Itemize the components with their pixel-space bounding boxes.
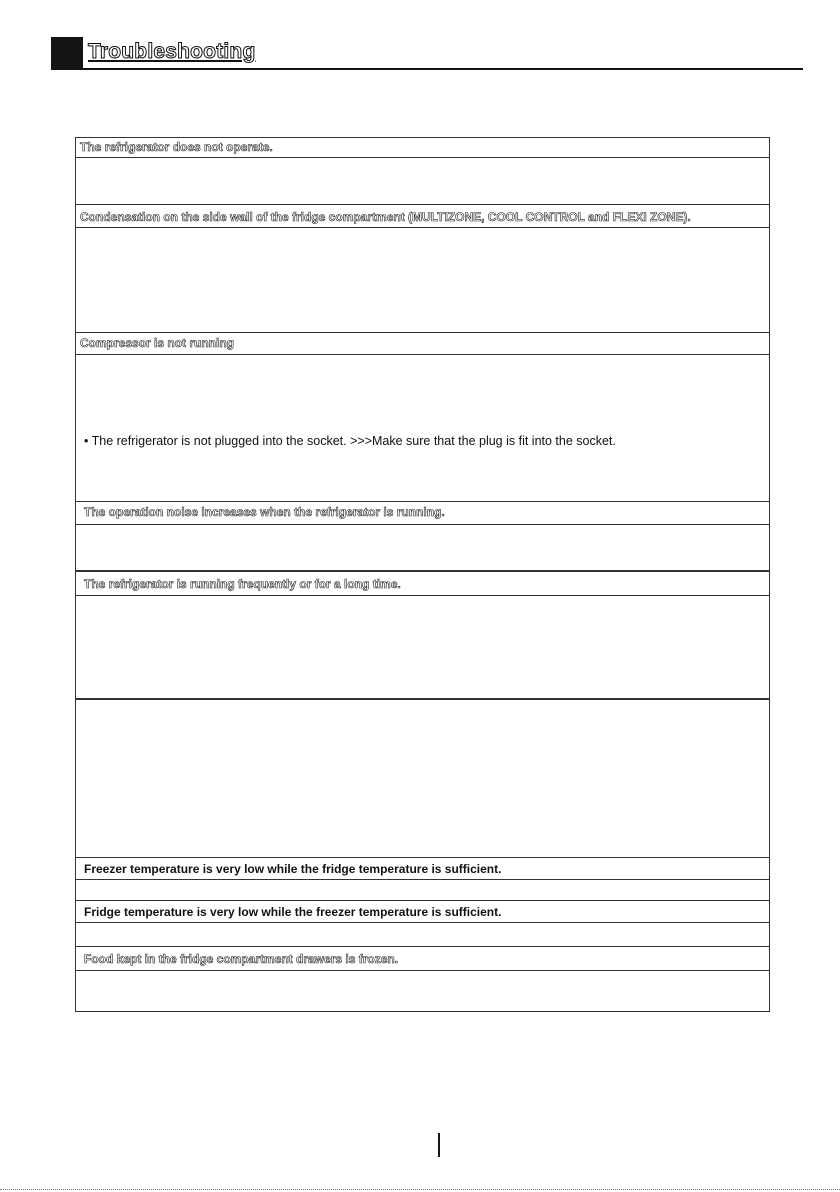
- page-title: Troubleshooting: [88, 40, 256, 63]
- section-body-freezer-low: [76, 880, 769, 901]
- troubleshooting-table-running: [75, 571, 770, 699]
- header-square: [51, 37, 83, 69]
- compressor-plug-bullet: • The refrigerator is not plugged into the socket. >>>Make sure that the plug is fit into the socket.: [84, 434, 616, 448]
- page-number-marker: [438, 1133, 440, 1157]
- section-body-compressor: [76, 355, 769, 502]
- section-heading-food-frozen: Food kept in the fridge compartment drawers is frozen.: [76, 947, 769, 971]
- troubleshooting-table-lower: [75, 699, 770, 1012]
- section-heading-noise: The operation noise increases when the refrigerator is running.: [76, 503, 769, 525]
- section-heading-condensation: Condensation on the side wall of the fridge compartment (MULTIZONE, COOL CONTROL and FLEXI ZONE).: [76, 208, 769, 228]
- section-body-not-operate: [76, 158, 769, 205]
- section-body-noise: [76, 525, 769, 572]
- bottom-dotted-edge: [0, 1189, 840, 1190]
- section-body-continued: [76, 700, 769, 858]
- section-body-fridge-low: [76, 923, 769, 947]
- section-body-food-frozen: [76, 971, 769, 1013]
- section-heading-running-long: The refrigerator is running frequently or for a long time.: [76, 572, 769, 596]
- section-body-condensation: [76, 228, 769, 333]
- troubleshooting-table-upper: [75, 137, 770, 571]
- header-rule: [51, 68, 803, 70]
- section-heading-not-operate: The refrigerator does not operate.: [76, 138, 769, 158]
- section-heading-compressor: Compressor is not running: [76, 334, 769, 355]
- section-heading-freezer-low: Freezer temperature is very low while the fridge temperature is sufficient.: [76, 858, 769, 880]
- section-heading-fridge-low: Fridge temperature is very low while the freezer temperature is sufficient.: [76, 901, 769, 923]
- section-body-running-long: [76, 596, 769, 700]
